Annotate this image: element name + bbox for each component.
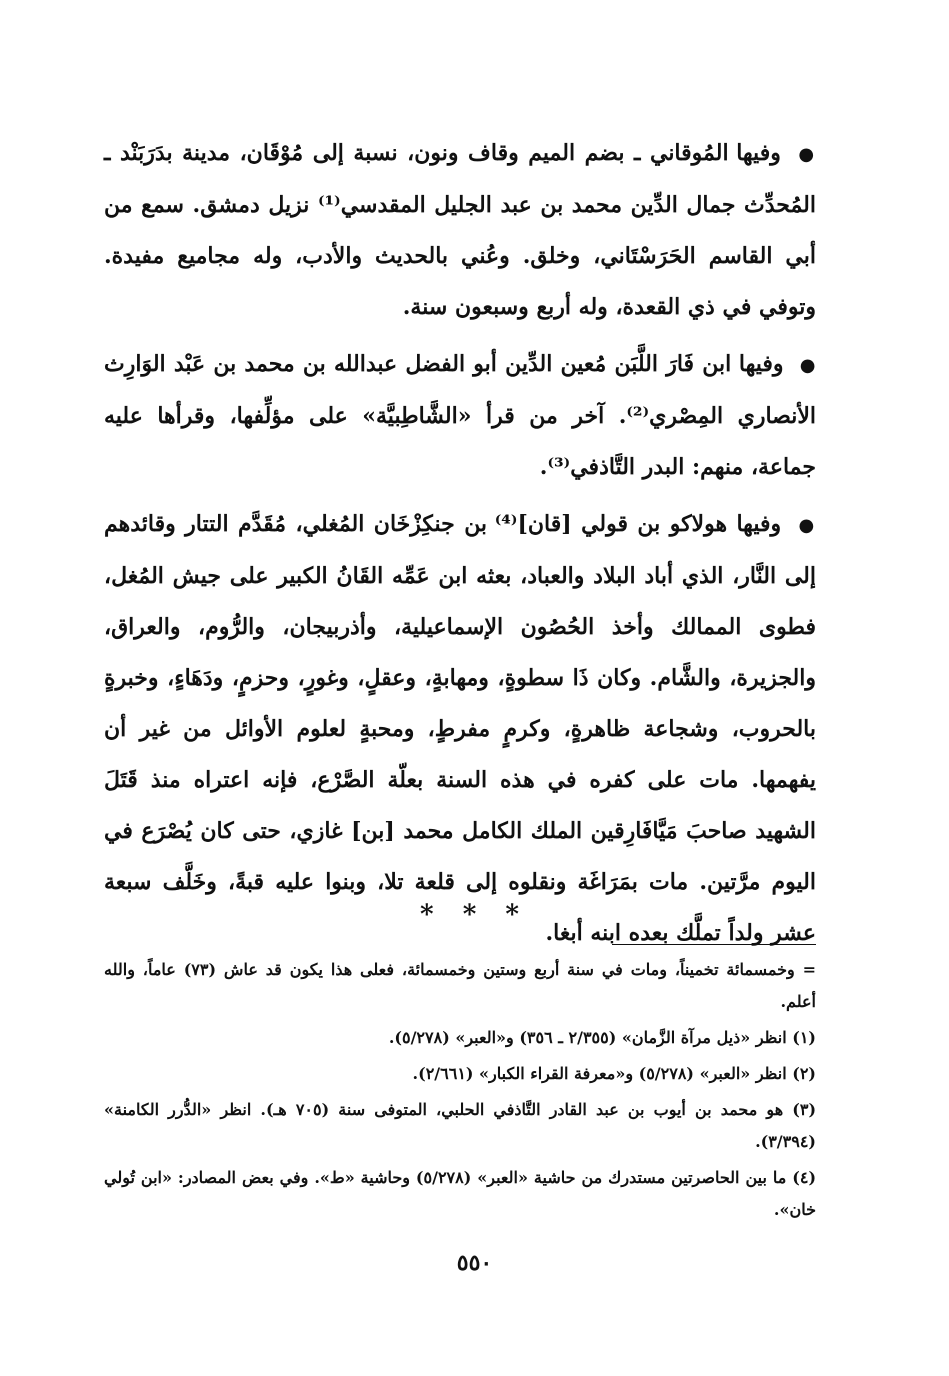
- paragraph-hulagu: [104, 499, 816, 959]
- bullet-icon: ●: [799, 355, 816, 376]
- paragraph-text: وفيها هولاكو بن قولي [قان]⁽⁴⁾ بن جنكِزْخَان المُغلي، مُقَدَّم التتار وقائدهم إلى النَّار، الذي أباد البلاد والعباد، بعثه ابن عَمِّه القَانُ الكبير على جيش المُغل، فطوى الممالك وأخذ الحُصُون الإسماعيلية، وأذربيجان، والرُّوم، والعراق، والجزيرة، والشَّام. وكان ذَا سطوةٍ، ومهابةٍ، وعقلٍ، وغورٍ، وحزمٍ، ودَهَاءٍ، وخبرةٍ بالحروب، وشجاعة ظاهرةٍ، وكرمٍ مفرطٍ، ومحبةٍ لعلوم الأوائل من غير أن يفهمها. مات على كفره في هذه السنة بعلّة الصَّرْع، فإنه اعتراه منذ قَتَلَ الشهيد صاحبَ مَيَّافَارِقين الملك الكامل محمد [بن] غازي، حتى كان يُصْرَع في اليوم مرَّتين. مات بمَرَاغَة ونقلوه إلى قلعة تلا، وبنوا عليه قبةً، وخَلَّف سبعة عشر ولداً تملَّك بعده ابنه أبغا.: [104, 511, 816, 946]
- bullet-icon: ●: [798, 515, 816, 536]
- footnote-2: (٢) انظر «العبر» (٥/٢٧٨) و«معرفة القراء الكبار» (٢/٦٦١).: [412, 1064, 816, 1083]
- paragraph-muqani: [104, 128, 816, 333]
- footnote-continuation: = وخمسمائة تخميناً، ومات في سنة أربع وستين وخمسمائة، فعلى هذا يكون قد عاش (٧٣) عاماً، والله أعلم.: [104, 960, 817, 1011]
- paragraph-text: وفيها ابن فَارَ اللَّبَن مُعين الدِّين أبو الفضل عبدالله بن محمد بن عَبْد الوَارِث الأنصاري المِصْري⁽²⁾. آخر من قرأ «الشَّاطِبيَّة» على مؤلِّفها، وقرأها عليه جماعة، منهم: البدر التَّاذفي⁽³⁾.: [104, 351, 817, 480]
- footnote-1: (١) انظر «ذيل مرآة الزَّمان» (٢/٣٥٥ ـ ٣٥٦) و«العبر» (٥/٢٧٨).: [388, 1028, 816, 1047]
- footnote-4: (٤) ما بين الحاصرتين مستدرك من حاشية «العبر» (٥/٢٧٨) وحاشية «ط». وفي بعض المصادر: «ابن تُولي خان».: [104, 1168, 817, 1219]
- footnote-divider: [612, 944, 816, 945]
- bullet-icon: ●: [798, 144, 816, 165]
- footnotes: [104, 954, 816, 1230]
- paragraph-ibn-far-al-laban: [104, 339, 816, 493]
- paragraph-text: وفيها المُوقاني ـ بضم الميم وقاف ونون، نسبة إلى مُوْقَان، مدينة بدَرَبَنْد ـ المُحدِّث جمال الدِّين محمد بن عبد الجليل المقدسي⁽¹⁾ نزيل دمشق. سمع من أبي القاسم الحَرَسْتَاني، وخلق. وعُني بالحديث والأدب، وله مجاميع مفيدة. وتوفي في ذي القعدة، وله أربع وسبعون سنة.: [104, 140, 816, 320]
- section-separator: * * *: [420, 900, 529, 930]
- main-text: [104, 128, 816, 965]
- page-number: ٥٥٠: [456, 1250, 493, 1276]
- footnote-3: (٣) هو محمد بن أيوب بن عبد القادر التَّاذفي الحلبي، المتوفى سنة (٧٠٥ هـ). انظر «الدُّرر الكامنة» (٣/٣٩٤).: [104, 1100, 817, 1151]
